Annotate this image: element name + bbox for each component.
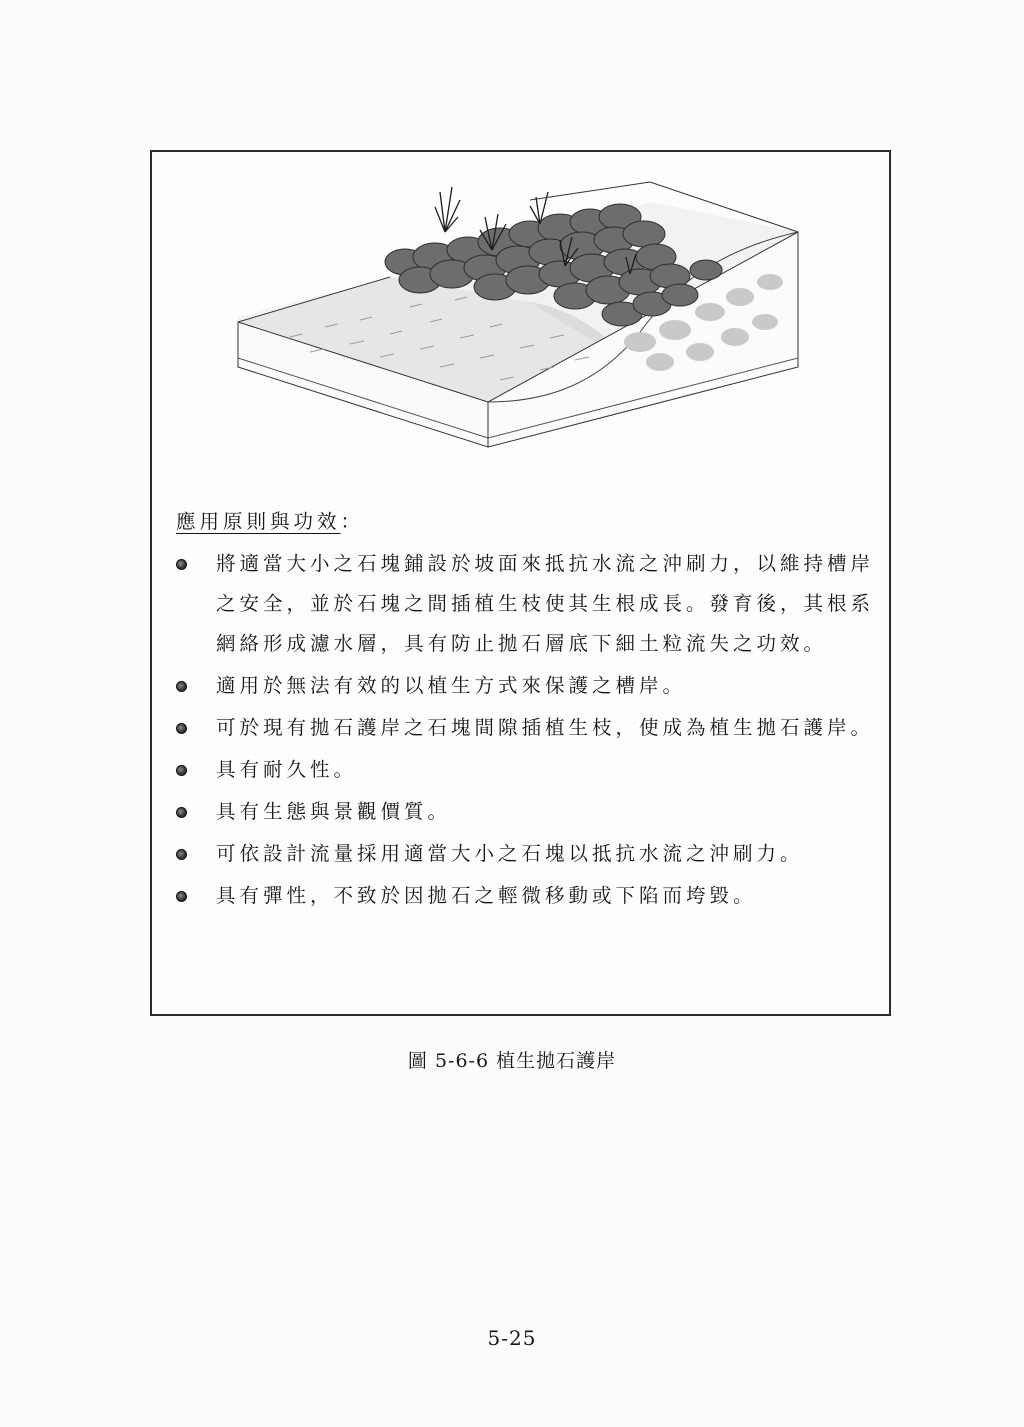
figure-caption: 圖 5-6-6 植生拋石護岸 [407, 1050, 617, 1072]
bullet-icon [176, 559, 187, 570]
riprap-bank-illustration [230, 162, 810, 462]
list-item-text: 將適當大小之石塊鋪設於坡面來抵抗水流之沖刷力，以維持槽岸之安全，並於石塊之間插植生枝使其生根成長。發育後，其根系網絡形成濾水層，具有防止拋石層底下細土粒流失之功效。 [216, 552, 875, 655]
bullet-icon [176, 891, 187, 902]
list-item [176, 666, 876, 706]
list-item-text: 具有生態與景觀價質。 [216, 800, 452, 823]
section-heading [176, 506, 364, 534]
list-item-text: 可依設計流量採用適當大小之石塊以抵抗水流之沖刷力。 [216, 842, 804, 865]
list-item [176, 834, 876, 874]
principles-list [176, 544, 876, 918]
list-item-text: 具有彈性，不致於因拋石之輕微移動或下陷而垮毀。 [216, 884, 757, 907]
bullet-icon [176, 723, 187, 734]
page-number: 5-25 [487, 1326, 537, 1350]
list-item-text: 可於現有拋石護岸之石塊間隙插植生枝，使成為植生拋石護岸。 [216, 716, 875, 739]
bullet-icon [176, 681, 187, 692]
list-item [176, 876, 876, 916]
bullet-icon [176, 765, 187, 776]
list-item [176, 750, 876, 790]
bullet-icon [176, 849, 187, 860]
figure-frame [150, 150, 891, 1016]
heading-title: 應用原則與功效 [176, 510, 341, 533]
heading-colon: ： [340, 510, 365, 533]
list-item-text: 具有耐久性。 [216, 758, 358, 781]
list-item [176, 708, 876, 748]
list-item-text: 適用於無法有效的以植生方式來保護之槽岸。 [216, 674, 687, 697]
list-item [176, 792, 876, 832]
bullet-icon [176, 807, 187, 818]
list-item [176, 544, 876, 664]
